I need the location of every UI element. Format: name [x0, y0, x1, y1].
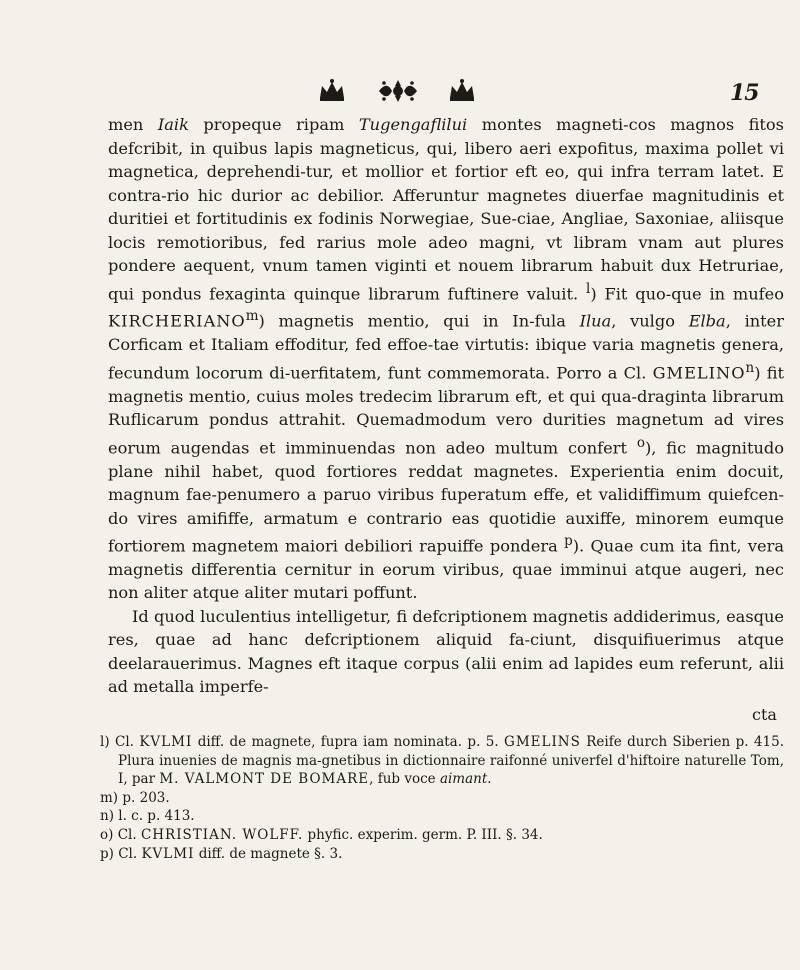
- footnote-ref[interactable]: p: [564, 533, 573, 550]
- person-name: KIRCHERIANO: [108, 311, 246, 331]
- footnote-ref[interactable]: o: [636, 434, 645, 451]
- footnote-ref[interactable]: m: [245, 308, 259, 325]
- footnotes: [100, 733, 784, 863]
- place-name: Ilua: [579, 311, 612, 331]
- catchword: cta: [752, 705, 777, 724]
- footnote-ref[interactable]: l: [585, 280, 591, 297]
- paragraph: men Iaik propeque ripam Tugengaflilui montes magneti-cos magnos fitos defcribit, in quibus lapis magneticus, qui, libero aeri expofitus, maxima pollet vi magnetica, deprehendi-tur, et mollior et fortior eft eo, qui infra terram latet. E contra-rio hic durior ac debilior. Afferuntur magnetes diuerfae magnitudinis et duritiei et fortitudinis ex fodinis Norwegiae, Sue-ciae, Angliae, Saxoniae, aliisque locis remotioribus, fed rarius mole adeo magni, vt libram vnam aut plures pondere aequent, vnum tamen viginti et nouem librarum habuit dux Hetruriae, qui pondus fexaginta quinque librarum fuftinere valuit. $^l$) Fit quo-que in mufeo KIRCHERIANO$^m$) magnetis mentio, qui in In-fula Ilua, vulgo Elba, inter Corficam et Italiam effoditur, fed effoe-tae virtutis: ibique varia magnetis genera, fecundum locorum di-uerfitatem, funt commemorata. Porro a Cl. GMELINO$^n$) fit magnetis mentio, cuius moles tredecim librarum eft, et qui qua-draginta librarum Ruflicarum pondus attrahit. Quemadmodum vero durities magnetum ad vires eorum augendas et imminuendas non adeo multum confert $^o$), fic magnitudo plane nihil habet, quod fortiores reddat magnetes. Experientia enim docuit, magnum fae-penumero a paruo viribus fuperatum effe, et validiffimum quiefcen-do vires amififfe, armatum e contrario eas quotidie auxiffe, minorem eumque fortiorem magnetem maiori debiliori rapuiffe pondera $^p$). Quae cum ita fint, vera magnetis differentia cernitur in eorum viribus, quae imminui atque augeri, nec non aliter atque aliter mutari poffunt.: [108, 115, 785, 603]
- place-name: Elba: [688, 311, 726, 331]
- place-name: Tugengaflilui: [358, 115, 468, 134]
- place-name: Iaik: [157, 115, 189, 134]
- footnote-m: m) p. 203.: [100, 789, 170, 806]
- footnote-p: p) Cl. KVLMI diff. de magnete §. 3.: [100, 845, 343, 862]
- footnote-l: l) Cl. KVLMI diff. de magnete, fupra iam nominata. p. 5. GMELINS Reife durch Siberien p. 415. Plura inuenies de magnis ma-gnetibus in dictionnaire raifonné univerfel d'hiftoire naturelle Tom, I, par M. VALMONT DE BOMARE, fub voce aimant.: [100, 734, 784, 788]
- page-header: [0, 78, 800, 108]
- fleuron-ornament-icon: [375, 78, 421, 104]
- footnote-ref[interactable]: n: [745, 359, 755, 376]
- page-number: 15: [730, 80, 759, 106]
- paragraph: Id quod luculentius intelligetur, fi defcriptionem magnetis addiderimus, easque res, quae ad hanc defcriptionem aliquid fa-ciunt, disquifiuerimus atque deelarauerimus. Magnes eft itaque corpus (alii enim ad lapides eum referunt, alii ad metalla imperfe-: [108, 606, 784, 697]
- footnote-o: o) Cl. CHRISTIAN. WOLFF. phyfic. experim. germ. P. III. §. 34.: [100, 826, 543, 843]
- main-text: [108, 113, 784, 699]
- person-name: GMELINO: [652, 363, 746, 383]
- crown-ornament-icon: [318, 78, 346, 104]
- crown-ornament-icon: [448, 78, 476, 104]
- footnote-n: n) l. c. p. 413.: [100, 808, 195, 825]
